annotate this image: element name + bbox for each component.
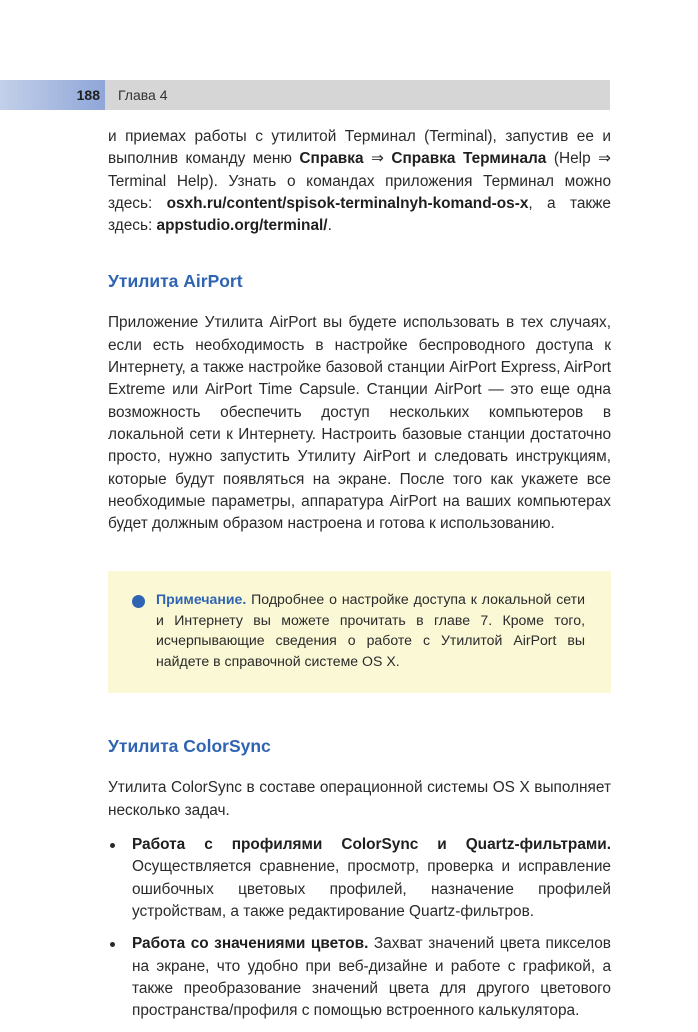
- intro-paragraph: [108, 126, 611, 237]
- page-number: 188: [76, 87, 100, 103]
- bullet-icon: [110, 942, 115, 947]
- section-title-colorsync: Утилита ColorSync: [108, 736, 271, 757]
- note-box: [108, 571, 611, 693]
- link-osxh: osxh.ru/content/spisok-terminalnyh-komand-os-x: [166, 194, 529, 212]
- note-bullet-icon: [132, 595, 145, 608]
- intro-text: .: [327, 217, 332, 235]
- list-item-text: [132, 834, 611, 923]
- feature-list: [108, 834, 611, 1022]
- list-item-text: [132, 933, 611, 1022]
- intro-text: и приемах работы с утилитой Терминал (Terminal), запустив ее и выполнив команду меню: [108, 128, 611, 168]
- page-content: [108, 126, 611, 1032]
- list-item: [108, 834, 611, 923]
- intro-text: (Help ⇒ Terminal Help). Узнать о командах приложения Терминал можно здесь:: [108, 150, 612, 212]
- list-item-heading: Работа со значениями цветов.: [132, 935, 369, 953]
- note-label: Примечание.: [156, 591, 247, 608]
- list-item-body: Осуществляется сравнение, просмотр, проверка и исправление ошибочных цветовых профилей, назначение профилей устройствам, а также редактирование Quartz-фильтров.: [132, 858, 611, 920]
- airport-paragraph: Приложение Утилита AirPort вы будете использовать в тех случаях, если есть необходимость в настройке беспроводного доступа к Интернету, а также настройке базовой станции AirPort Express, AirPort Extreme или AirPort Time Capsule. Станции AirPort — это еще одна возможность обеспечить доступ нескольких компьютеров в локальной сети к Интернету. Настроить базовые станции достаточно просто, нужно запустить Утилиту AirPort и следовать инструкциям, которые будут появляться на экране. После того как укажете все необходимые параметры, аппаратура AirPort на ваших компьютерах будет должным образом настроена и готова к использованию.: [108, 314, 611, 533]
- menu-arrow: ⇒: [363, 150, 392, 168]
- note-text: [156, 589, 585, 671]
- link-appstudio: appstudio.org/terminal/: [156, 217, 328, 235]
- list-item-heading: Работа с профилями ColorSync и Quartz-фильтрами.: [132, 836, 611, 854]
- bullet-icon: [110, 843, 115, 848]
- section-title-airport: Утилита AirPort: [108, 271, 243, 292]
- menu-help: Справка: [299, 150, 364, 168]
- list-item-body: Захват значений цвета пикселов на экране, что удобно при веб-дизайне и работе с графикой, а также преобразование значений цвета для другого цветового пространства/профиля с помощью встроенного калькулятора.: [132, 935, 611, 1020]
- running-header: [0, 80, 610, 110]
- colorsync-paragraph: Утилита ColorSync в составе операционной системы OS X выполняет несколько задач.: [108, 779, 611, 819]
- chapter-label: Глава 4: [118, 87, 168, 103]
- note-body: Подробнее о настройке доступа к локальной сети и Интернету вы можете прочитать в главе 7. Кроме того, исчерпывающие сведения о работе с Утилитой AirPort вы найдете в справочной системе OS X.: [156, 591, 585, 669]
- intro-text: , а также здесь:: [108, 194, 611, 235]
- menu-terminal-help: Справка Терминала: [391, 150, 547, 168]
- list-item: [108, 933, 611, 1022]
